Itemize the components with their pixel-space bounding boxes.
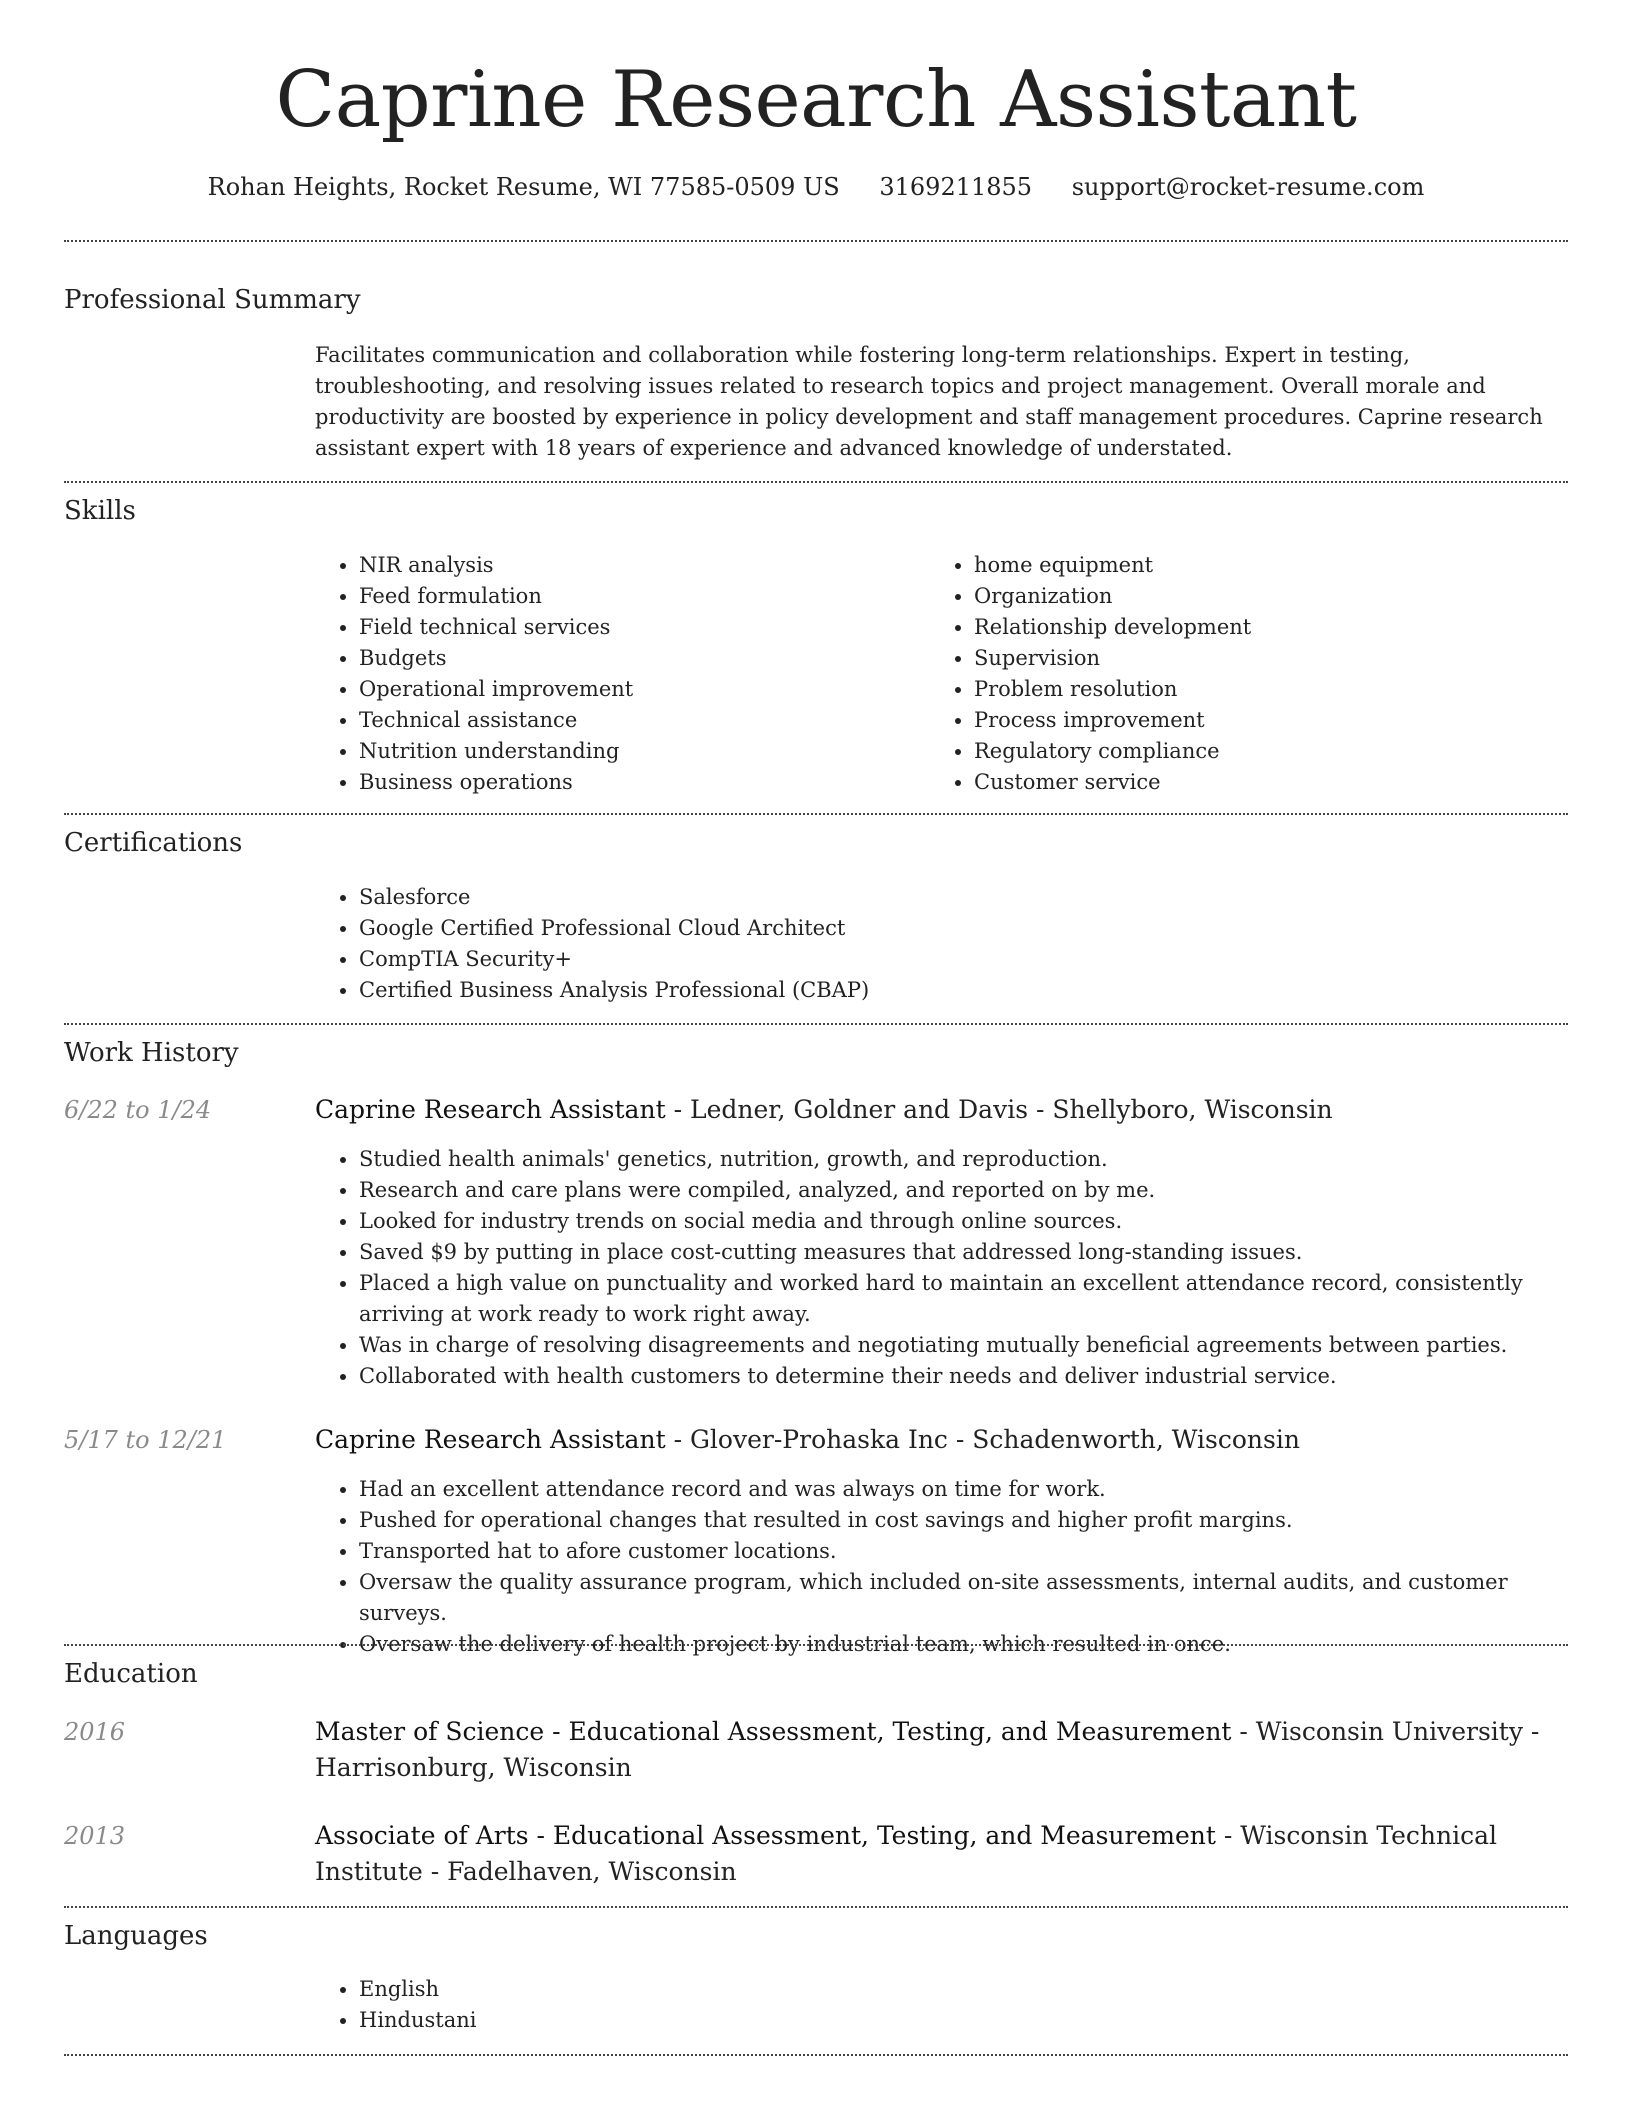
skill-item: • Field technical services <box>359 612 633 643</box>
job-employer-location: - Glover-Prohaska Inc - Schadenworth, Wisconsin <box>665 1425 1300 1454</box>
section-title-summary: Professional Summary <box>64 285 361 315</box>
skill-item: • Feed formulation <box>359 581 633 612</box>
job-bullet: • Collaborated with health customers to determine their needs and deliver industrial service. <box>359 1361 1589 1392</box>
job-bullet: • Oversaw the delivery of health project by industrial team, which resulted in once. <box>359 1629 1589 1660</box>
candidate-name: Caprine Research Assistant <box>275 55 1357 145</box>
education-heading <box>315 1818 1575 1890</box>
divider <box>64 240 1568 242</box>
job-bullet: • Studied health animals' genetics, nutrition, growth, and reproduction. <box>359 1144 1589 1175</box>
certification-item: • Google Certified Professional Cloud Architect <box>359 913 869 944</box>
job-bullet: • Looked for industry trends on social media and through online sources. <box>359 1206 1589 1237</box>
certification-item: • CompTIA Security+ <box>359 944 869 975</box>
education-year: 2016 <box>64 1718 126 1746</box>
job-bullet: • Transported hat to afore customer locations. <box>359 1536 1589 1567</box>
job-employer-location: - Ledner, Goldner and Davis - Shellyboro, Wisconsin <box>665 1095 1333 1124</box>
job-bullets <box>315 1474 1589 1660</box>
job-heading <box>315 1422 1575 1458</box>
education-heading <box>315 1714 1575 1786</box>
skill-item: • NIR analysis <box>359 550 633 581</box>
skill-item: • Customer service <box>974 767 1251 798</box>
job-bullets <box>315 1144 1589 1392</box>
skill-item: • home equipment <box>974 550 1251 581</box>
divider <box>64 1644 1568 1646</box>
section-title-work-history: Work History <box>64 1038 239 1068</box>
education-degree: Master of Science - Educational Assessment, Testing, and Measurement <box>315 1717 1232 1746</box>
section-title-languages: Languages <box>64 1921 208 1951</box>
certification-item: • Certified Business Analysis Professional (CBAP) <box>359 975 869 1006</box>
language-item: • English <box>359 1974 477 2005</box>
divider <box>64 481 1568 483</box>
section-title-education: Education <box>64 1659 198 1689</box>
skill-item: • Supervision <box>974 643 1251 674</box>
education-degree: Associate of Arts - Educational Assessment, Testing, and Measurement <box>315 1821 1216 1850</box>
job-bullet: • Pushed for operational changes that resulted in cost savings and higher profit margins. <box>359 1505 1589 1536</box>
certifications-list <box>315 882 869 1006</box>
skill-item: • Nutrition understanding <box>359 736 633 767</box>
skill-item: • Regulatory compliance <box>974 736 1251 767</box>
contact-line <box>0 171 1632 203</box>
skill-item: • Technical assistance <box>359 705 633 736</box>
job-title: Caprine Research Assistant <box>315 1095 666 1124</box>
skill-item: • Relationship development <box>974 612 1251 643</box>
languages-list <box>315 1974 477 2036</box>
job-bullet: • Had an excellent attendance record and was always on time for work. <box>359 1474 1589 1505</box>
skill-item: • Operational improvement <box>359 674 633 705</box>
job-dates: 6/22 to 1/24 <box>64 1096 212 1124</box>
certification-item: • Salesforce <box>359 882 869 913</box>
job-bullet: • Saved $9 by putting in place cost-cutting measures that addressed long-standing issues. <box>359 1237 1589 1268</box>
skill-item: • Business operations <box>359 767 633 798</box>
summary-text: Facilitates communication and collaboration while fostering long-term relationships. Expert in testing, troubleshooting, and resolving issues related to research topics and project management. Overall morale and productivity are boosted by experience in policy development and staff management procedures. Caprine research assistant expert with 18 years of experience and advanced knowledge of understated. <box>315 343 1543 460</box>
contact-email: support@rocket-resume.com <box>1071 173 1425 201</box>
job-dates: 5/17 to 12/21 <box>64 1426 227 1454</box>
contact-phone: 3169211855 <box>879 173 1033 201</box>
divider <box>64 2054 1568 2056</box>
language-item: • Hindustani <box>359 2005 477 2036</box>
section-title-skills: Skills <box>64 496 136 526</box>
education-year: 2013 <box>64 1822 126 1850</box>
divider <box>64 813 1568 815</box>
contact-address: Rohan Heights, Rocket Resume, WI 77585-0509 US <box>207 173 840 201</box>
skill-item: • Process improvement <box>974 705 1251 736</box>
education-school-location: - Wisconsin University - Harrisonburg, Wisconsin <box>315 1717 1540 1782</box>
job-heading <box>315 1092 1575 1128</box>
skills-list-right <box>930 550 1251 798</box>
skill-item: • Problem resolution <box>974 674 1251 705</box>
job-bullet: • Oversaw the quality assurance program, which included on-site assessments, internal audits, and customer surveys. <box>359 1567 1589 1629</box>
section-title-certifications: Certifications <box>64 828 243 858</box>
job-title: Caprine Research Assistant <box>315 1425 666 1454</box>
divider <box>64 1906 1568 1908</box>
skills-list-left <box>315 550 633 798</box>
job-bullet: • Was in charge of resolving disagreements and negotiating mutually beneficial agreements between parties. <box>359 1330 1589 1361</box>
education-school-location: - Wisconsin Technical Institute - Fadelhaven, Wisconsin <box>315 1821 1498 1886</box>
skill-item: • Organization <box>974 581 1251 612</box>
job-bullet: • Placed a high value on punctuality and worked hard to maintain an excellent attendance record, consistently arriving at work ready to work right away. <box>359 1268 1589 1330</box>
skill-item: • Budgets <box>359 643 633 674</box>
job-bullet: • Research and care plans were compiled, analyzed, and reported on by me. <box>359 1175 1589 1206</box>
divider <box>64 1023 1568 1025</box>
